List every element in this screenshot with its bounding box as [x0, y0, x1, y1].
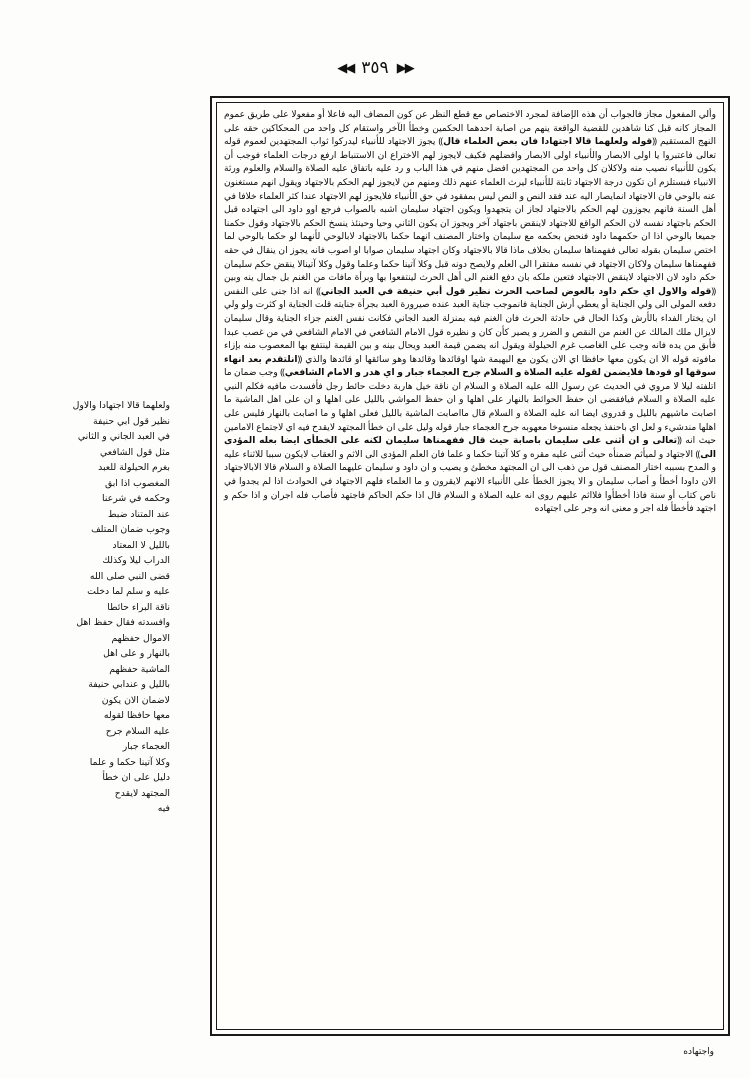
page-number-band: [0, 58, 750, 78]
margin-gloss-line: المجتهد لايقدح: [114, 787, 170, 799]
margin-gloss-line: ولعلهما قالا اجتهادا والاول: [72, 400, 170, 411]
margin-gloss-line: في العبد الجاني و الثاني: [77, 431, 170, 442]
body-heading-phrase: ⸨ قوله ولعلهما قالا اجتهادا فان بعض العلماء قال ⸩: [438, 137, 656, 147]
body-line: الاجتهاد و لميأثم ضمنأه حيث أثنى عليه مقره و كلا آتينا حكما و علما فان العلم المؤدى الى الاثم و العقاب لايكون سببا: [265, 449, 694, 460]
margin-gloss-line: الاموال حفظهم: [111, 632, 170, 644]
margin-gloss-line: معها حافظا لقوله: [103, 710, 170, 721]
body-line: أو مفعولا على طريق عموم المجاز كانه قبل كنا شاهدين للقضية الواقعة ينهم من اصابة احدهما الحكمين وخطأ الآخر: [224, 110, 716, 134]
margin-gloss-line: الماشية حفظهم: [109, 663, 170, 675]
body-heading-phrase: ⸨ تعالى و ان أثنى على سليمان باصابة حيث قال ففهمناها سليمان لكنه على الخطأى ايضا بعله المؤدى الى ⸩: [224, 436, 716, 460]
body-line: و ما العلماء فلهم الاجتهاد في الحوادث اذا لم يجدوا في ناص كتاب أو سنة فاذا أخطأوا فلااثم عليهم روى انه: [224, 477, 716, 501]
margin-gloss-line: عليه و سلم لما دخلت: [87, 586, 170, 597]
margin-gloss-line: وكلا آتينا حكما و علما: [89, 756, 170, 768]
margin-gloss-line: وحكمه في شرعنا: [102, 493, 170, 504]
body-line: الغاصب غرم الحيلولة ويقول انه يضمن قيمة العبد ويحال بينه و بين القيمة لينتفع بها المعصوب منه بإزاء مافوته: [224, 341, 716, 365]
body-line: من النقص و الضرر و يصير كأن كان و نظيره قول الامام الشافعي في الامام الشافعي في من غصب عبدا فأبق من يده فانه وجب على: [224, 327, 716, 352]
body-line: للاجتهاد لاينقض باجتهاد آخر ويجوز ان يكون الثاني وحيا وحينئذ ينسخ الحكم بالاجتهاد وقول حكمنا جميعا: [224, 218, 716, 243]
catchword: واجتهاده: [683, 1047, 714, 1057]
body-line: الانبياء فبستلزم ان تكون درجة الاجتهاد ثابتة للأنبياء ليرث العلماء عنهم ذلك ومنهم من لايجوز لهم الحكم بالاجتهاد: [304, 177, 716, 188]
body-line: ويكون اجتهاد سليمان اشبه بالصواب فرجع اوو داود الى اجتهاده قبل الحكم باجتهاد نفسه لان الحكم الواقع: [224, 205, 716, 229]
body-line: منسوخا معهوبه جرح العجماء جبار قوله وليل على ان خطأ المجتهد لايقدح فيه اي لاجتماع الامامين حيث انه: [223, 422, 716, 447]
body-heading-phrase: ⸨ قوله والاول اي حكم داود بالعوض لصاحب الحرث نظير قول أبي حنيفة في العبد الجاني ⸩: [316, 287, 716, 297]
ornament-right-icon: [397, 62, 413, 75]
body-line: يجوز الاجتهاد للأنبياء ليدركوا ثواب المجتهدين لعموم قوله تعالى فاعتبروا يا اولى الابصار والأنبياء اولى: [224, 137, 716, 161]
body-line: انه اذا جنى على النفس دفعه المولى الى ولي الجناية أو يعطي أرش الجناية فانموجب جناية العبد عنده صيرورة: [224, 286, 716, 311]
margin-gloss-line: بالليل و عندابي حنيفة: [88, 679, 170, 690]
body-line: و السلام قال مااصابت الماشية بالليل فعلى اهلها و ما اصابت بالنهار فليس على اهلها مندشيء و لعل اي باحنفذ يجعله: [224, 409, 716, 433]
body-line: الصلاة و السلام قالا الابالاجتهاد الان داودا أخطأ و أصاب سليمان و الا يجوز الخطأ على الأنبياء الانهم لايقرون: [224, 463, 716, 488]
body-line: قبل وكلا آتينا حكما وعلما وقول وكلا آتينالا ينقض حكم سليمان حكم داود لان الاجتهاد لاينقض الاجتهاد: [224, 259, 716, 284]
body-line: حفظ المواشي بالليل على اهلها و ان على اهل الماشية ما اصابت ماشيهم بالليل و قدروى ايضا انه عليه الصلاة: [224, 395, 717, 420]
text-frame: [210, 96, 730, 1036]
body-line: وألي المفعول مجاز فالجواب أن هذه الإضافة لمجرد الاختصاص مع قطع النظر عن كون المضاف اليه فاعلا: [327, 110, 716, 120]
body-line: العبد بجرأة جنايته قلت الجناية او كثرت ولو ولي ان يختار الفداء بالأرش وكذا الحال في حادثة الحرث فان الغنم فيه: [224, 300, 716, 324]
body-line: بالوحي اذا ان حكمهما داود فنحض بحكمه مع سليمان واختار المصنف انهما حكما بالاجتهاد لابالوحي لأنهما لو حكما: [267, 232, 692, 243]
margin-gloss-line: لاضمان الان يكون: [101, 694, 170, 706]
body-line: واستقام كل واحد من المحكاكين حقه على النهج المستقيم: [224, 123, 716, 148]
main-body-text: [224, 109, 716, 517]
margin-gloss-line: فيه: [157, 803, 170, 814]
body-line: الابصار وافضلهم فكيف لايجوز لهم الاختراع ان الاستنباط ارفع درجات العلماء فوجب أن يكون للأنبياء نصيب: [224, 150, 716, 175]
text-frame-inner: [216, 102, 724, 1030]
body-line: فلايجوز لهم الاجتهاد عندا كثر العلماء خلافا في أهل السنة فانهم يجوزون لهم الحكم بالاجتهاد لجاز ان يتجهدوا: [224, 191, 716, 216]
body-line: بمنزلة العبد الجاني فكانت نفس الغنم جزاء الجناية وقال سليمان لايزال ملك المالك عن الغنم: [224, 313, 716, 338]
margin-gloss-line: ناقة البراء حائطا: [107, 601, 170, 613]
body-line: ويقول انهم مستغنون عنه بالوحي فان الاجتهاد انمايصار اليه عند فقد النص و النص ليس بمفقود في حق الأنبياء: [224, 177, 716, 202]
margin-gloss-line: الدراب ليلا وكذلك: [102, 555, 170, 566]
body-line: منه ولاكلان كل واحد من المجتهدين افضل منهم في هذا الباب و رد عليه باتفاق عليه الصلاة والسلام والعلوم ورثة: [224, 164, 643, 175]
body-line: عليه الصلاة و السلام قال اذا حكم الحاكم فاجتهد فأصاب فله اجران و اذا حكم و اجتهد فأخطأ فله اجر و معنى انه وجر على اجتهاده: [224, 490, 716, 515]
margin-gloss-line: وجوب ضمان المتلف: [91, 524, 170, 535]
margin-gloss-line: بالليل لا المعتاد: [112, 539, 170, 551]
page-number: ٣٥٩: [361, 58, 389, 78]
body-line: للاثناء عليه و المدح بسببه اختار المصنف قول من ذهب الى ان المجتهد مخطئ و يصيب و ان داود و سليمان عليهما: [224, 449, 716, 474]
margin-gloss-line: دليل على ان خطأ: [102, 772, 170, 783]
margin-gloss-line: بغرم الحيلولة للعبد: [98, 462, 170, 473]
margin-gloss: [22, 398, 170, 817]
margin-gloss-line: العجماء جبار: [122, 741, 170, 752]
body-line: بالوحي لما اختص سليمان بقوله تعالى ففهمناها سليمان بخلاف ماذا قالا بالاجتهاد وكان اجتهاد سليمان صوابا: [224, 232, 717, 256]
body-line: وجب ضمان ما اتلفته ليلا لا مروي في الحديث عن رسول الله عليه الصلاة و السلام ان ناقة خيل هاربة دخلت: [224, 368, 716, 392]
body-line: فتعين ملكه بان دفع الغنم الى أهل الحرث لينتفعوا بها وبرأة مافات من الغنم بل جمال ينه وبين: [224, 273, 575, 284]
body-line: او اصوب فانه يجوز ان ينقال في حقه ففهمناها سليمان ولاكان الاجتهاد في نفسه مفتقرا الى العلم ولايصح دونه: [224, 245, 716, 270]
margin-gloss-line: نظير قول ابي حنيفة: [93, 415, 170, 427]
margin-gloss-line: مثل قول الشافعي: [100, 446, 170, 458]
margin-gloss-line: المغصوب اذا ابق: [104, 477, 170, 489]
margin-gloss-line: عليه السلام جرح: [105, 725, 170, 737]
body-heading-phrase: ⸨ انلتقدم بعد انهاء سوقها او قودها فلايضمن لقوله عليه الصلاة و السلام جرح العجماء جبار و اي هدر و الامام الشافعي ⸩: [224, 355, 716, 379]
margin-gloss-line: قضى النبي صلى الله: [89, 570, 170, 582]
ornament-left-icon: [337, 62, 353, 75]
margin-gloss-line: بالنهار و على اهل: [103, 648, 170, 659]
body-line: قوله الا ان يكون معها حافظا اي الان يكون مع البهيمة شها اوقائدها وقائدها وهو سائقها او قائدها والذي: [305, 354, 689, 365]
margin-gloss-line: وافسدته فقال حفظ اهل: [76, 617, 170, 628]
body-line: حائط رجل فأفسدت مافيه فكلم النبي عليه الصلاة و السلام فيافقضى ان حفظ الحوائط بالنهار على اهلها و ان: [224, 381, 716, 406]
margin-gloss-line: عند المتناد ضبط: [107, 508, 170, 520]
